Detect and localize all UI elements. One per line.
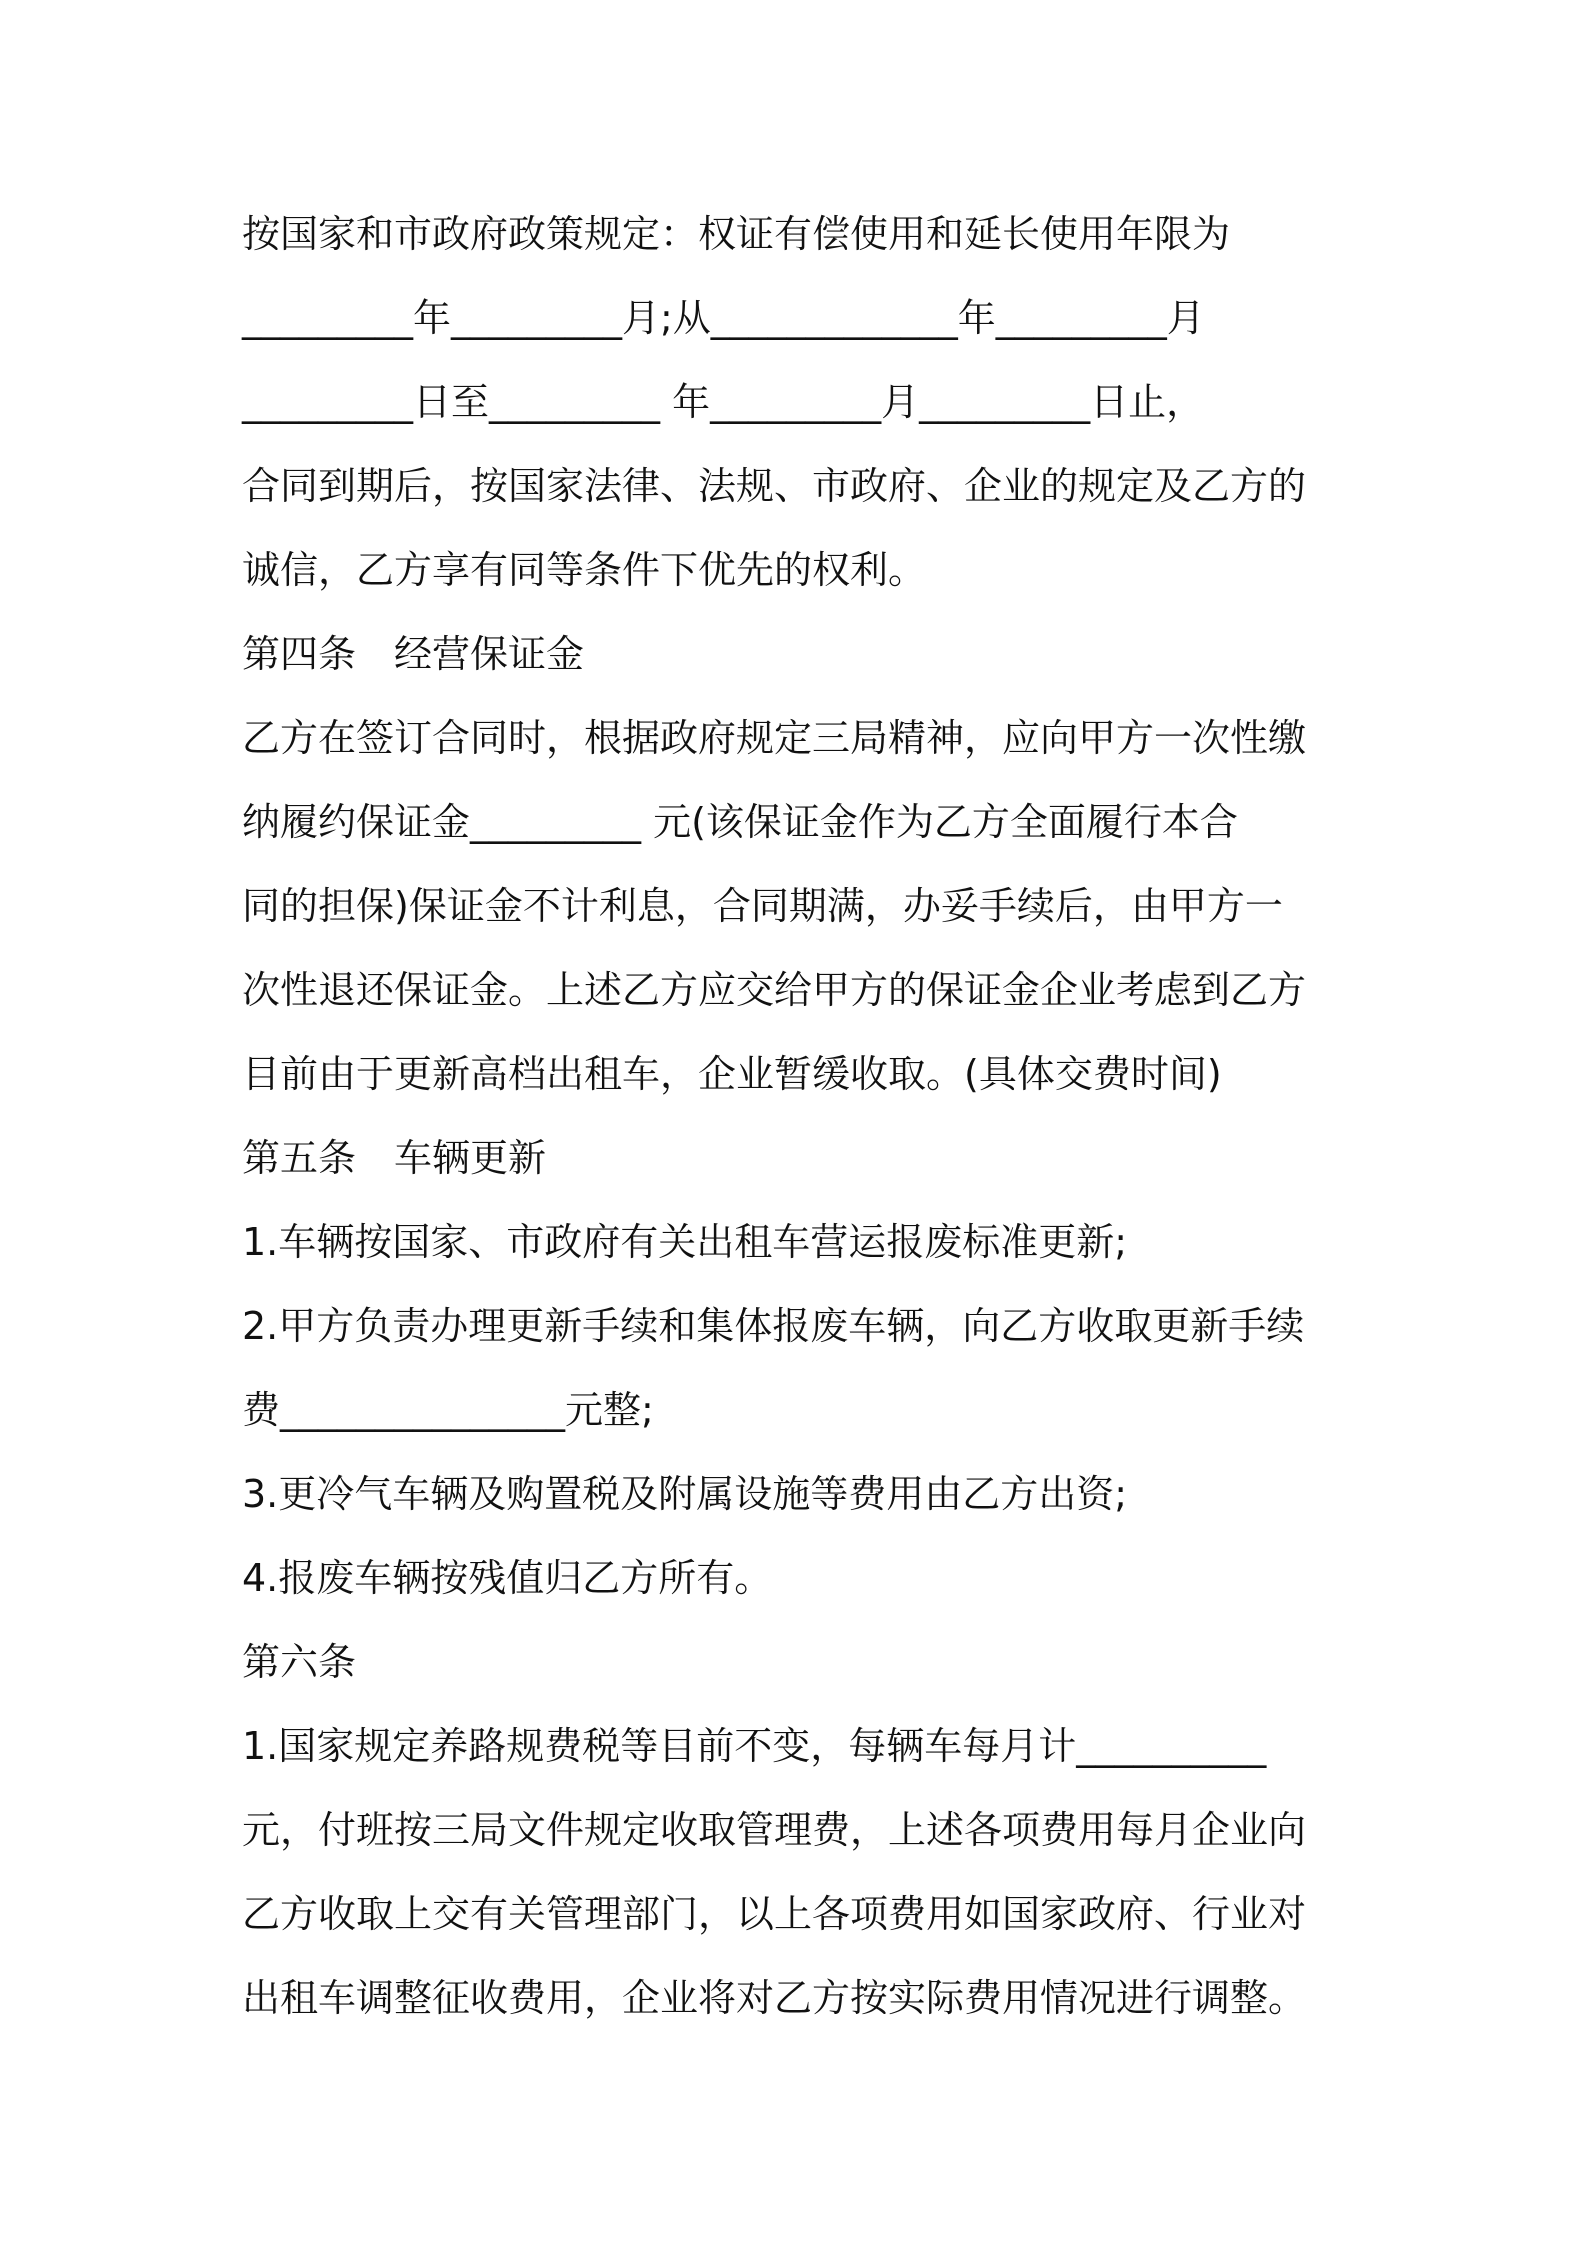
- text-line: 出租车调整征收费用，企业将对乙方按实际费用情况进行调整。: [242, 1976, 1307, 2020]
- list-item: 3.更冷气车辆及购置税及附属设施等费用由乙方出资;: [242, 1472, 1128, 1516]
- text-line: 乙方在签订合同时，根据政府规定三局精神，应向甲方一次性缴: [242, 716, 1307, 760]
- section-heading: 第六条: [242, 1640, 357, 1684]
- text-line: 按国家和市政府政策规定：权证有偿使用和延长使用年限为: [242, 212, 1231, 256]
- text-line: 合同到期后，按国家法律、法规、市政府、企业的规定及乙方的: [242, 464, 1307, 508]
- contract-text: [242, 192, 1362, 2040]
- text-line: 目前由于更新高档出租车，企业暂缓收取。(具体交费时间): [242, 1052, 1222, 1096]
- list-item: 1.车辆按国家、市政府有关出租车营运报废标准更新;: [242, 1220, 1128, 1264]
- text-line: 纳履约保证金_________ 元(该保证金作为乙方全面履行本合: [242, 800, 1238, 844]
- text-line: 费_______________元整;: [242, 1388, 654, 1432]
- section-heading: 第四条 经营保证金: [242, 632, 585, 676]
- text-line: 同的担保)保证金不计利息，合同期满，办妥手续后，由甲方一: [242, 884, 1283, 928]
- section-heading: 第五条 车辆更新: [242, 1136, 547, 1180]
- text-line: 乙方收取上交有关管理部门，以上各项费用如国家政府、行业对: [242, 1892, 1307, 1936]
- list-item: 4.报废车辆按残值归乙方所有。: [242, 1556, 773, 1600]
- text-line: _________日至_________ 年_________月_________日止，: [242, 380, 1205, 424]
- list-item: 2.甲方负责办理更新手续和集体报废车辆，向乙方收取更新手续: [242, 1304, 1305, 1348]
- list-item: 1.国家规定养路规费税等目前不变，每辆车每月计__________: [242, 1724, 1267, 1768]
- text-line: _________年_________月;从_____________年_________月: [242, 296, 1205, 340]
- text-line: 元，付班按三局文件规定收取管理费，上述各项费用每月企业向: [242, 1808, 1307, 1852]
- text-line: 次性退还保证金。上述乙方应交给甲方的保证金企业考虑到乙方: [242, 968, 1307, 1012]
- text-line: 诚信，乙方享有同等条件下优先的权利。: [242, 548, 927, 592]
